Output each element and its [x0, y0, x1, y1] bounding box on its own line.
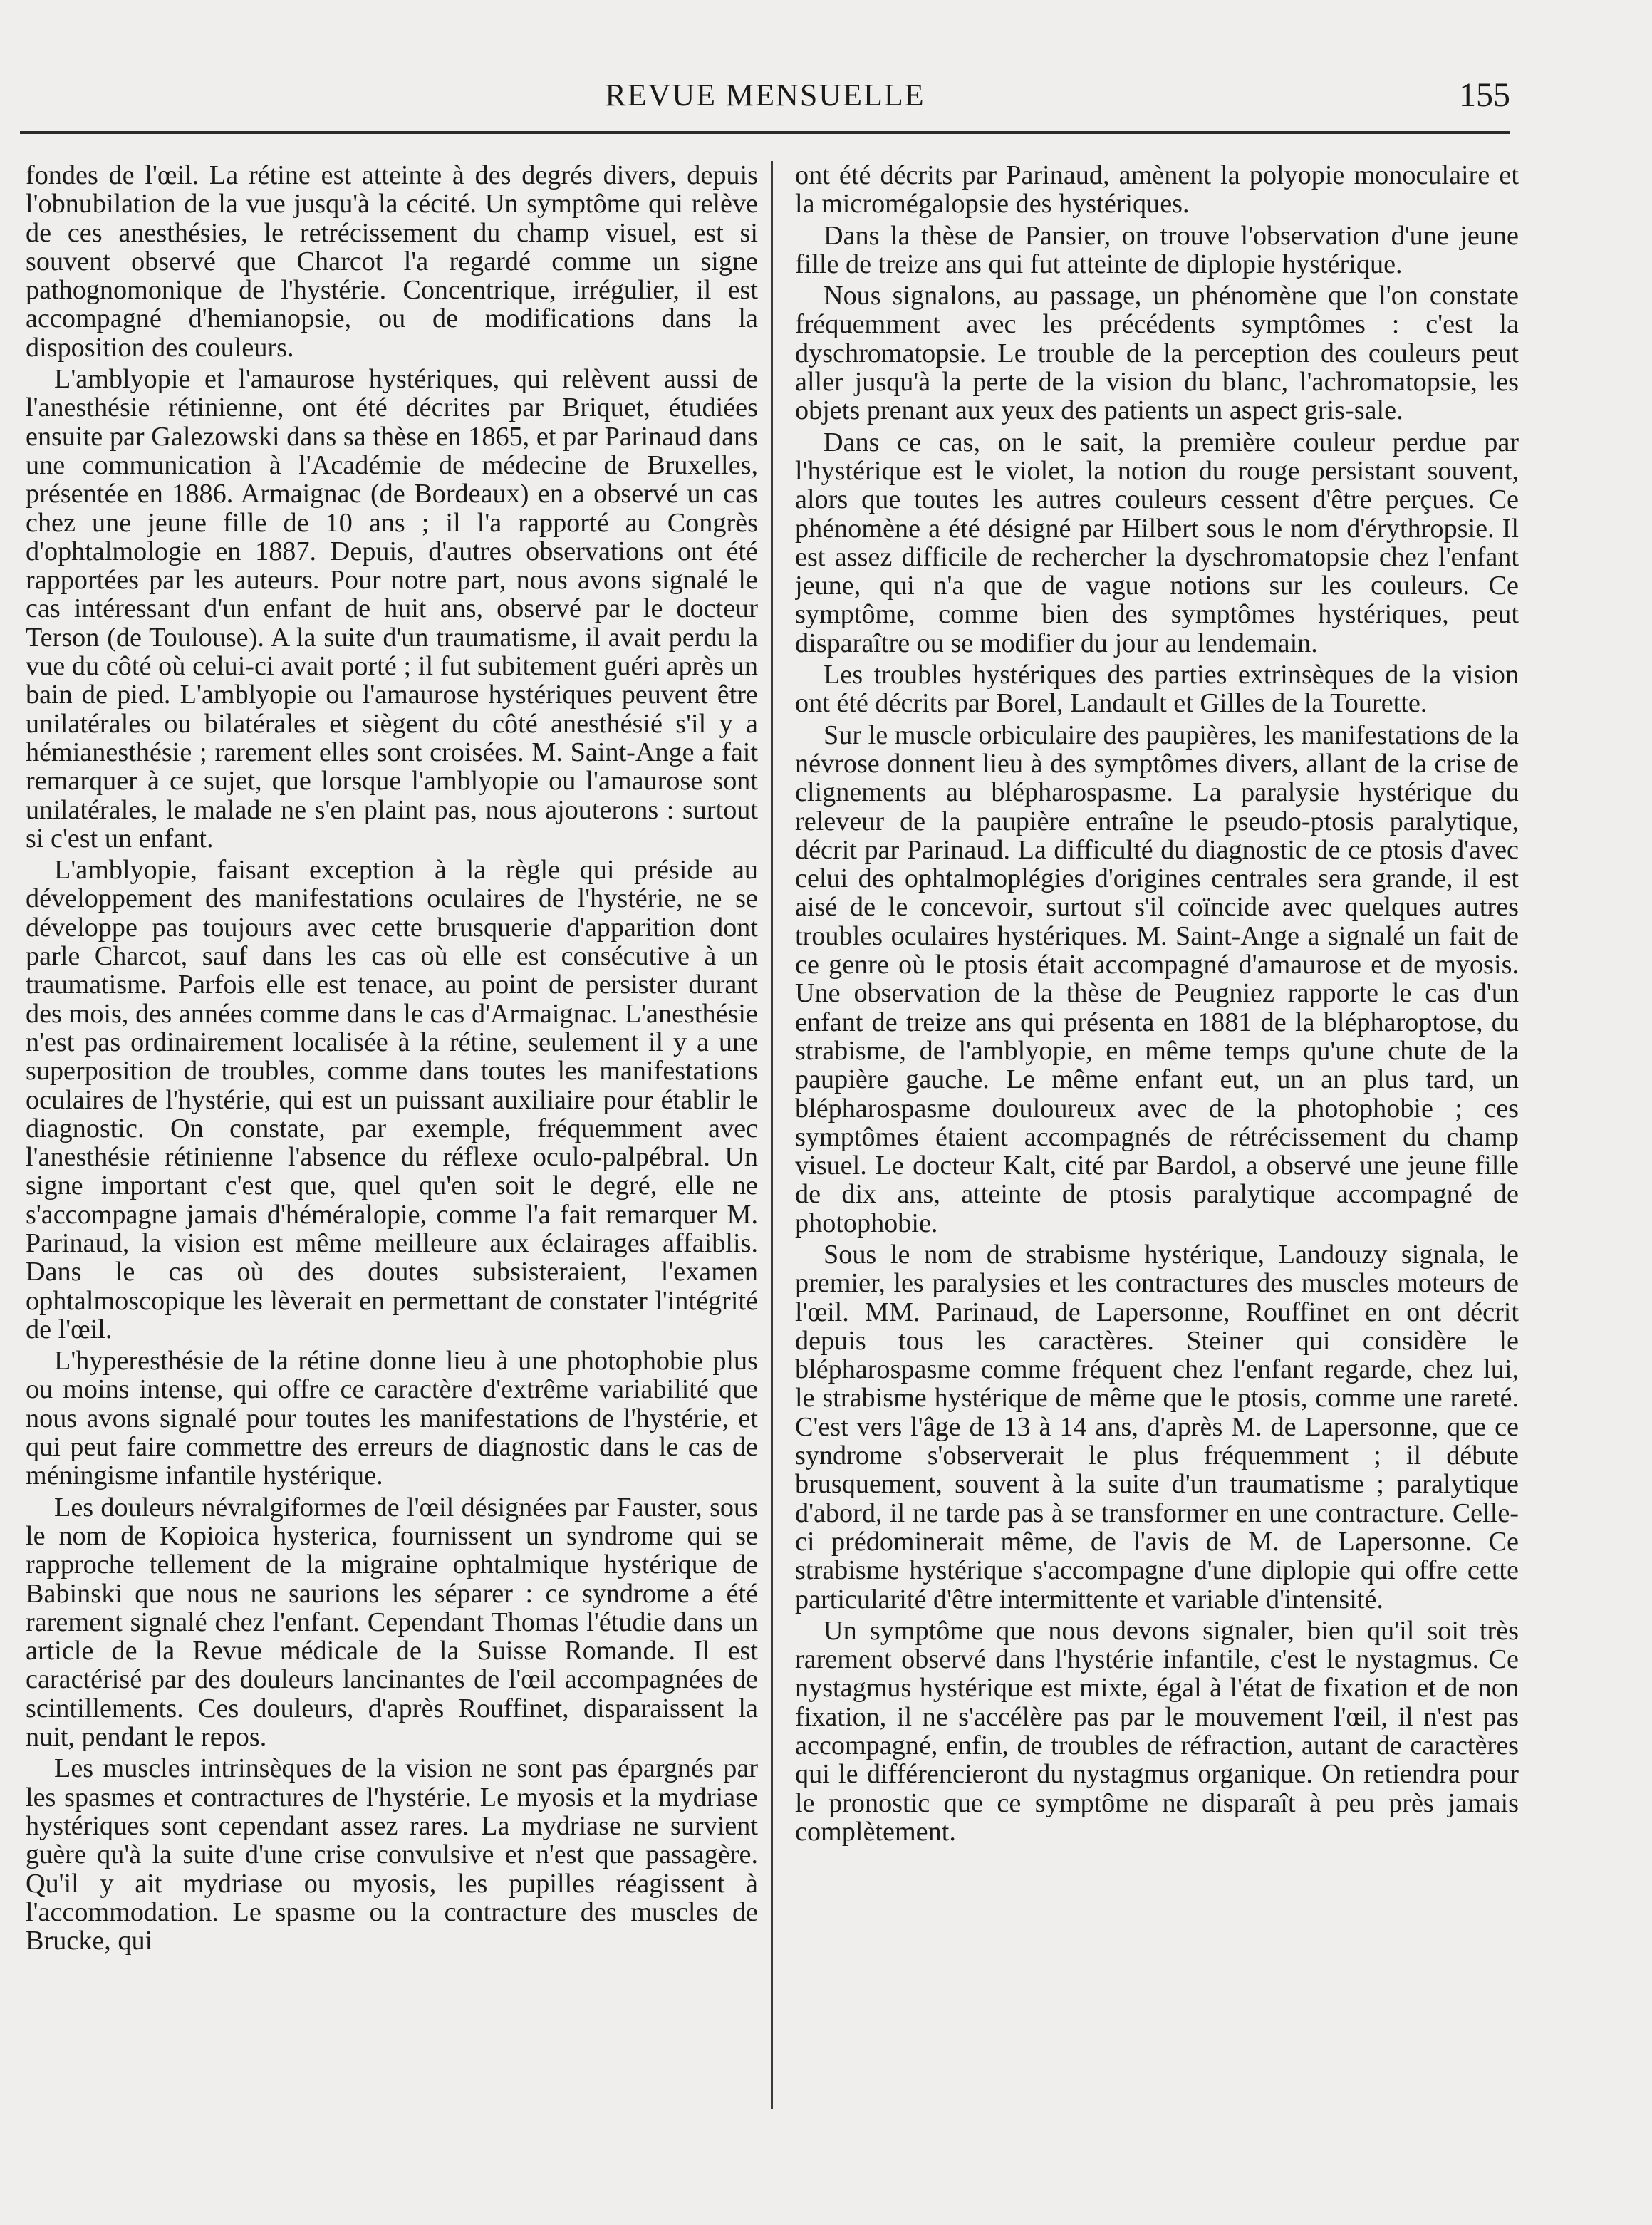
left-column: [26, 161, 758, 2113]
paragraph: Nous signalons, au passage, un phénomène que l'on constate fréquemment avec les précédents symptômes : c'est la dyschromatopsie. Le trouble de la perception des couleurs peut aller jusqu'à la perte de la vision du blanc, l'achromatopsie, les objets prenant aux yeux des patients un aspect gris-sale.: [795, 281, 1519, 426]
right-column: [795, 161, 1519, 2113]
journal-title: REVUE MENSUELLE: [605, 78, 925, 113]
paragraph: Dans la thèse de Pansier, on trouve l'observation d'une jeune fille de treize ans qui fut atteinte de diplopie hystérique.: [795, 220, 1519, 279]
paragraph: Sur le muscle orbiculaire des paupières, les manifestations de la névrose donnent lieu à des symptômes divers, allant de la crise de clignements au blépharospasme. La paralysie hystérique du releveur de la paupière entraîne le pseudo-ptosis paralytique, décrit par Parinaud. La difficulté du diagnostic de ce ptosis d'avec celui des ophtalmoplégies d'origines centrales sera grande, il est aisé de le concevoir, surtout s'il coïncide avec quelques autres troubles oculaires hystériques. M. Saint-Ange a signalé un fait de ce genre où le ptosis était accompagné d'amaurose et de myosis. Une observation de la thèse de Peugniez rapporte le cas d'un enfant de treize ans qui présenta en 1881 de la blépharoptose, du strabisme, de l'amblyopie, en même temps qu'une chute de la paupière gauche. Le même enfant eut, un an plus tard, un blépharospasme douloureux avec de la photophobie ; ces symptômes étaient accompagnés de rétrécissement du champ visuel. Le docteur Kalt, cité par Bardol, a observé une jeune fille de dix ans, atteinte de ptosis paralytique accompagné de photophobie.: [795, 720, 1519, 1238]
running-header: [20, 71, 1510, 114]
paragraph: L'amblyopie et l'amaurose hystériques, qui relèvent aussi de l'anesthésie rétinienne, ont été décrites par Briquet, étudiées ensuite par Galezowski dans sa thèse en 1865, et par Parinaud dans une communication à l'Académie de médecine de Bruxelles, présentée en 1886. Armaignac (de Bordeaux) en a observé un cas chez une jeune fille de 10 ans ; il l'a rapporté au Congrès d'ophtalmologie en 1887. Depuis, d'autres observations ont été rapportées par les auteurs. Pour notre part, nous avons signalé le cas intéressant d'un enfant de huit ans, observé par le docteur Terson (de Toulouse). A la suite d'un traumatisme, il avait perdu la vue du côté où celui-ci avait porté ; il fut subitement guéri après un bain de pied. L'amblyopie ou l'amaurose hystériques peuvent être unilatérales ou bilatérales et siègent du côté anesthésié s'il y a hémianesthésie ; rarement elles sont croisées. M. Saint-Ange a fait remarquer à ce sujet, que lorsque l'amblyopie ou l'amaurose sont unilatérales, le malade ne s'en plaint pas, nous ajouterons : surtout si c'est un enfant.: [26, 364, 758, 854]
paragraph: Un symptôme que nous devons signaler, bien qu'il soit très rarement observé dans l'hystérie infantile, c'est le nystagmus. Ce nystagmus hystérique est mixte, égal à l'état de fixation et de non fixation, il ne s'accélère pas par le mouvement l'œil, il n'est pas accompagné, enfin, de troubles de réfraction, autant de caractères qui le différencieront du nystagmus organique. On retiendra pour le pronostic que ce symptôme ne disparaît à peu près jamais complètement.: [795, 1615, 1519, 1847]
page-number: 155: [1459, 76, 1510, 114]
paragraph: Les muscles intrinsèques de la vision ne sont pas épargnés par les spasmes et contractures de l'hystérie. Le myosis et la mydriase hystériques sont cependant assez rares. La mydriase ne survient guère qu'à la suite d'une crise convulsive et n'est que passagère. Qu'il y ait mydriase ou myosis, les pupilles réagissent à l'accommodation. Le spasme ou la contracture des muscles de Brucke, qui: [26, 1753, 758, 1956]
header-rule: [20, 131, 1510, 134]
paragraph: Les douleurs névralgiformes de l'œil désignées par Fauster, sous le nom de Kopioica hysterica, fournissent un syndrome qui se rapproche tellement de la migraine ophtalmique hystérique de Babinski que nous ne saurions les séparer : ce syndrome a été rarement signalé chez l'enfant. Cependant Thomas l'étudie dans un article de la Revue médicale de la Suisse Romande. Il est caractérisé par des douleurs lancinantes de l'œil accompagnées de scintillements. Ces douleurs, d'après Rouffinet, disparaissent la nuit, pendant le repos.: [26, 1492, 758, 1753]
paragraph: Sous le nom de strabisme hystérique, Landouzy signala, le premier, les paralysies et les contractures des muscles moteurs de l'œil. MM. Parinaud, de Lapersonne, Rouffinet en ont décrit depuis tous les caractères. Steiner qui considère le blépharospasme comme fréquent chez l'enfant regarde, chez lui, le strabisme hystérique de même que le ptosis, comme une rareté. C'est vers l'âge de 13 à 14 ans, d'après M. de Lapersonne, que ce syndrome s'observerait le plus fréquemment ; il débute brusquement, souvent à la suite d'un traumatisme ; paralytique d'abord, il ne tarde pas à se transformer en une contracture. Celle-ci prédominerait même, de l'avis de M. de Lapersonne. Ce strabisme hystérique s'accompagne d'une diplopie qui offre cette particularité d'être intermittente et variable d'intensité.: [795, 1239, 1519, 1614]
paragraph: L'amblyopie, faisant exception à la règle qui préside au développement des manifestations oculaires de l'hystérie, ne se développe pas toujours avec cette brusquerie d'apparition dont parle Charcot, sauf dans les cas où elle est consécutive à un traumatisme. Parfois elle est tenace, au point de persister durant des mois, des années comme dans le cas d'Armaignac. L'anesthésie n'est pas ordinairement localisée à la rétine, seulement il y a une superposition de troubles, comme dans toutes les manifestations oculaires de l'hystérie, qui est un puissant auxiliaire pour établir le diagnostic. On constate, par exemple, fréquemment avec l'anesthésie rétinienne l'absence du réflexe oculo-palpébral. Un signe important c'est que, quel qu'en soit le degré, elle ne s'accompagne jamais d'héméralopie, comme l'a fait remarquer M. Parinaud, la vision est même meilleure aux éclairages affaiblis. Dans le cas où des doutes subsisteraient, l'examen ophtalmoscopique les lèverait en permettant de constater l'intégrité de l'œil.: [26, 855, 758, 1344]
column-divider: [771, 161, 773, 2109]
paragraph: L'hyperesthésie de la rétine donne lieu à une photophobie plus ou moins intense, qui offre ce caractère d'extrême variabilité que nous avons signalé pour toutes les manifestations de l'hystérie, et qui peut faire commettre des erreurs de diagnostic dans le cas de méningisme infantile hystérique.: [26, 1346, 758, 1491]
paragraph: ont été décrits par Parinaud, amènent la polyopie monoculaire et la micromégalopsie des hystériques.: [795, 161, 1519, 219]
paragraph: Les troubles hystériques des parties extrinsèques de la vision ont été décrits par Borel, Landault et Gilles de la Tourette.: [795, 660, 1519, 719]
paragraph: Dans ce cas, on le sait, la première couleur perdue par l'hystérique est le violet, la notion du rouge persistant souvent, alors que toutes les autres couleurs cessent d'être perçues. Ce phénomène a été désigné par Hilbert sous le nom d'érythropsie. Il est assez difficile de rechercher la dyschromatopsie chez l'enfant jeune, qui n'a que de vague notions sur les couleurs. Ce symptôme, comme bien des symptômes hystériques, peut disparaître ou se modifier du jour au lendemain.: [795, 427, 1519, 658]
paragraph: fondes de l'œil. La rétine est atteinte à des degrés divers, depuis l'obnubilation de la vue jusqu'à la cécité. Un symptôme qui relève de ces anesthésies, le retrécissement du champ visuel, est si souvent observé que Charcot l'a regardé comme un signe pathognomonique de l'hystérie. Concentrique, irrégulier, il est accompagné d'hemianopsie, ou de modifications dans la disposition des couleurs.: [26, 161, 758, 363]
